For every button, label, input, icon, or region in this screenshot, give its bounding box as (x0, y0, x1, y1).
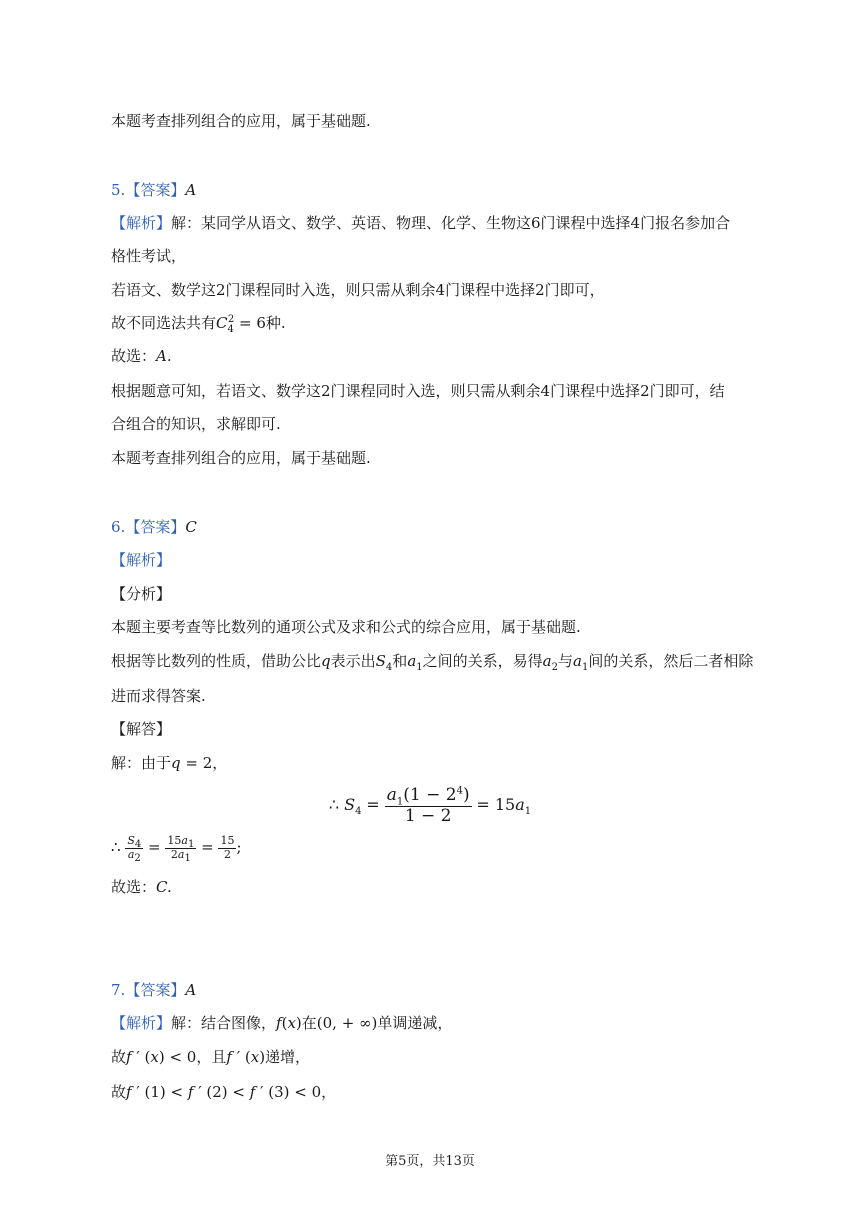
q6-answer: C (185, 518, 197, 536)
q7-inequality: f ′ (1) < f ′ (2) < f ′ (3) < 0 (126, 1083, 322, 1101)
q6-var-s4: $S_4$ (375, 652, 393, 673)
q5-text-d2: = 6种. (239, 314, 286, 332)
q6-text-d2: = 2， (185, 754, 228, 772)
q5-text-g: 合组合的知识，求解即可. (111, 415, 281, 433)
q6-jieda-tag: 【解答】 (111, 720, 172, 738)
q6-ratio-equation: ∴ $\frac{S_4}{a_2}$ = $\frac{15a_1}{2a_1}$ = $\frac{15}{2}$ ; (111, 833, 242, 864)
q7-text-c1: 故 (111, 1083, 127, 1101)
q5-number: 5. (111, 181, 126, 199)
q6-text-c: 进而求得答案. (111, 687, 206, 705)
line-summary-4: 本题考查排列组合的应用，属于基础题. (111, 112, 371, 130)
q6-choice-label: 故选： (111, 878, 157, 896)
q5-choice-line (111, 346, 172, 366)
q7-text-a1: 解：结合图像， (171, 1014, 277, 1032)
q6-var-a2: $a_2$ (542, 652, 558, 673)
q7-answer-tag: 【答案】 (125, 981, 186, 999)
q7-answer: A (185, 981, 197, 999)
q6-number: 6. (111, 518, 126, 536)
q7-text-a2: 在(0, + ∞)单调递减， (301, 1014, 453, 1032)
page-footer: 第5页，共13页 (385, 1154, 475, 1169)
q6-var-a1b: $a_1$ (573, 652, 589, 673)
q6-sum-fraction: $\frac{a_1(1 - 2^4)}{1 - 2}$ (386, 785, 470, 826)
q6-var-a1: $a_1$ (407, 652, 423, 673)
q6-var-q2: q (171, 754, 181, 772)
q5-analysis-line (111, 213, 730, 233)
q5-answer-line (111, 180, 196, 200)
q7-derivative: f ′ (x) (226, 1048, 266, 1066)
q6-answer-line (111, 517, 197, 537)
q7-number: 7. (111, 981, 126, 999)
q5-choice-label: 故选： (111, 347, 157, 365)
q6-choice-line (111, 877, 172, 897)
q7-text-b2: ，且 (196, 1048, 227, 1066)
q6-ratio-frac-3: $\frac{15}{2}$ (220, 833, 235, 861)
q5-analysis-tag: 【解析】 (111, 214, 172, 232)
q7-analysis-tag: 【解析】 (111, 1014, 172, 1032)
q7-text-b3: 递增， (265, 1048, 311, 1066)
q6-answer-tag: 【答案】 (125, 518, 186, 536)
q6-text-a: 本题主要考查等比数列的通项公式及求和公式的综合应用，属于基础题. (111, 618, 581, 636)
q6-text-b4: 之间的关系，易得 (422, 652, 543, 670)
q6-ratio-frac-1: $\frac{S_4}{a_2}$ (127, 833, 142, 864)
q6-text-b1: 根据等比数列的性质，借助公比 (111, 652, 322, 670)
q5-text-c: 若语文、数学这2门课程同时入选，则只需从剩余4门课程中选择2门即可， (111, 281, 605, 299)
q6-sum-equation: ∴ $S_4$ = $\frac{a_1(1 - 2^4)}{1 - 2}$ = $15a_1$ (328, 785, 532, 826)
q6-text-d (111, 753, 227, 773)
q5-answer: A (185, 181, 197, 199)
q7-text-c2: ， (321, 1083, 337, 1101)
q7-text-a: 【解析】解：结合图像，f(x)在(0, + ∞)单调递减， (111, 1014, 453, 1032)
q5-text-d (111, 313, 286, 333)
q5-text-b: 格性考试， (111, 247, 187, 265)
q6-fenxi-tag: 【分析】 (111, 585, 172, 603)
q5-text-f: 根据题意可知，若语文、数学这2门课程同时入选，则只需从剩余4门课程中选择2门即可，结 (111, 382, 725, 400)
q5-text-h: 本题考查排列组合的应用，属于基础题. (111, 449, 371, 467)
q6-text-b3: 和 (392, 652, 408, 670)
q6-analysis-tag: 【解析】 (111, 551, 172, 569)
q5-text-a: 解：某同学从语文、数学、英语、物理、化学、生物这6门课程中选择4门报名参加合 (171, 214, 731, 232)
q7-derivative-neg: f ′ (x) < 0 (126, 1048, 197, 1066)
q5-answer-tag: 【答案】 (125, 181, 186, 199)
q6-choice-answer: C. (156, 878, 172, 896)
q7-fx: f (276, 1014, 282, 1032)
q6-text-b6: 间的关系，然后二者相除 (588, 652, 754, 670)
q6-text-b (111, 651, 753, 671)
q7-text-b1: 故 (111, 1048, 127, 1066)
q5-combination-formula: $C_4^2$ (216, 314, 235, 335)
q5-text-d1: 故不同选法共有 (111, 314, 217, 332)
q6-ratio-frac-2: $\frac{15a_1}{2a_1}$ (167, 833, 195, 864)
q6-var-q: q (321, 652, 331, 670)
q6-text-b2: 表示出 (330, 652, 376, 670)
q6-text-d1: 解：由于 (111, 754, 172, 772)
q7-answer-line (111, 980, 196, 1000)
q6-text-b5: 与 (557, 652, 573, 670)
q5-choice-answer: A. (156, 347, 172, 365)
q7-text-c (111, 1082, 336, 1102)
q7-text-b (111, 1047, 310, 1067)
